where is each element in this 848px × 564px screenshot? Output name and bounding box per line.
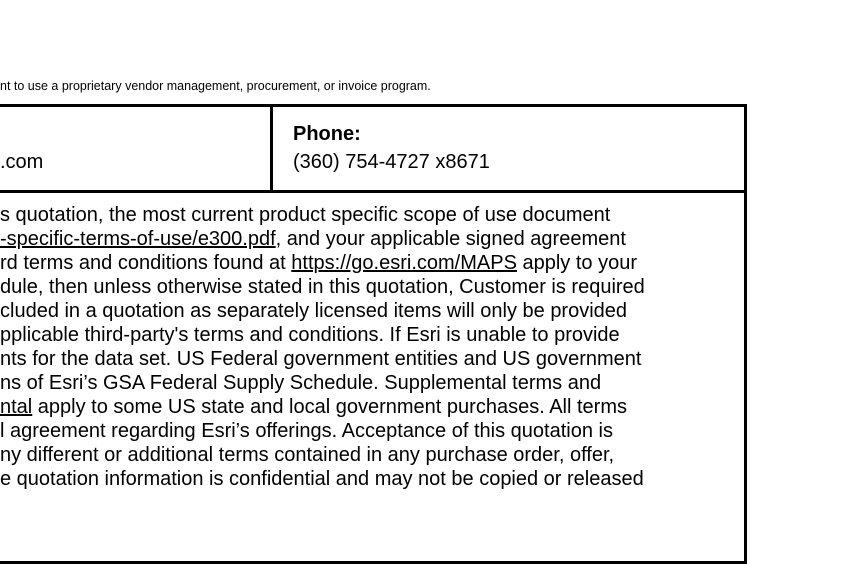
terms-line-2 (0, 227, 626, 251)
terms-line-3 (0, 251, 637, 275)
column-divider (270, 107, 273, 190)
phone-label: Phone: (293, 123, 361, 145)
supplemental-terms-link[interactable]: ntal (0, 396, 33, 418)
phone-value: (360) 754-4727 x8671 (293, 151, 490, 173)
email-value: .com (0, 151, 44, 173)
scope-of-use-link[interactable]: -specific-terms-of-use/e300.pdf (0, 228, 276, 250)
terms-line-4: dule, then unless otherwise stated in this quotation, Customer is required (0, 276, 645, 298)
terms-line-10: l agreement regarding Esri’s offerings. Acceptance of this quotation is (0, 420, 613, 442)
terms-line-12: e quotation information is confidential and may not be copied or released (0, 468, 644, 490)
maps-terms-link[interactable]: https://go.esri.com/MAPS (291, 252, 517, 274)
quotation-terms-box (0, 104, 747, 564)
terms-line-3-tail: apply to your (516, 252, 637, 274)
terms-line-5: cluded in a quotation as separately licensed items will only be provided (0, 300, 628, 322)
vendor-program-note: nt to use a proprietary vendor management, procurement, or invoice program. (0, 79, 431, 93)
terms-line-6: pplicable third-party's terms and conditions. If Esri is unable to provide (0, 324, 620, 346)
contact-row (0, 107, 744, 193)
terms-line-9-text: apply to some US state and local government purchases. All terms (32, 396, 627, 418)
terms-line-8: ns of Esri’s GSA Federal Supply Schedule. Supplemental terms and (0, 372, 602, 394)
terms-line-1: s quotation, the most current product specific scope of use document (0, 204, 611, 226)
terms-line-3-text: rd terms and conditions found at (0, 252, 292, 274)
terms-line-2-text: , and your applicable signed agreement (275, 228, 626, 250)
terms-line-9 (0, 395, 627, 419)
terms-line-7: nts for the data set. US Federal government entities and US government (0, 348, 642, 370)
terms-line-11: ny different or additional terms contained in any purchase order, offer, (0, 444, 615, 466)
